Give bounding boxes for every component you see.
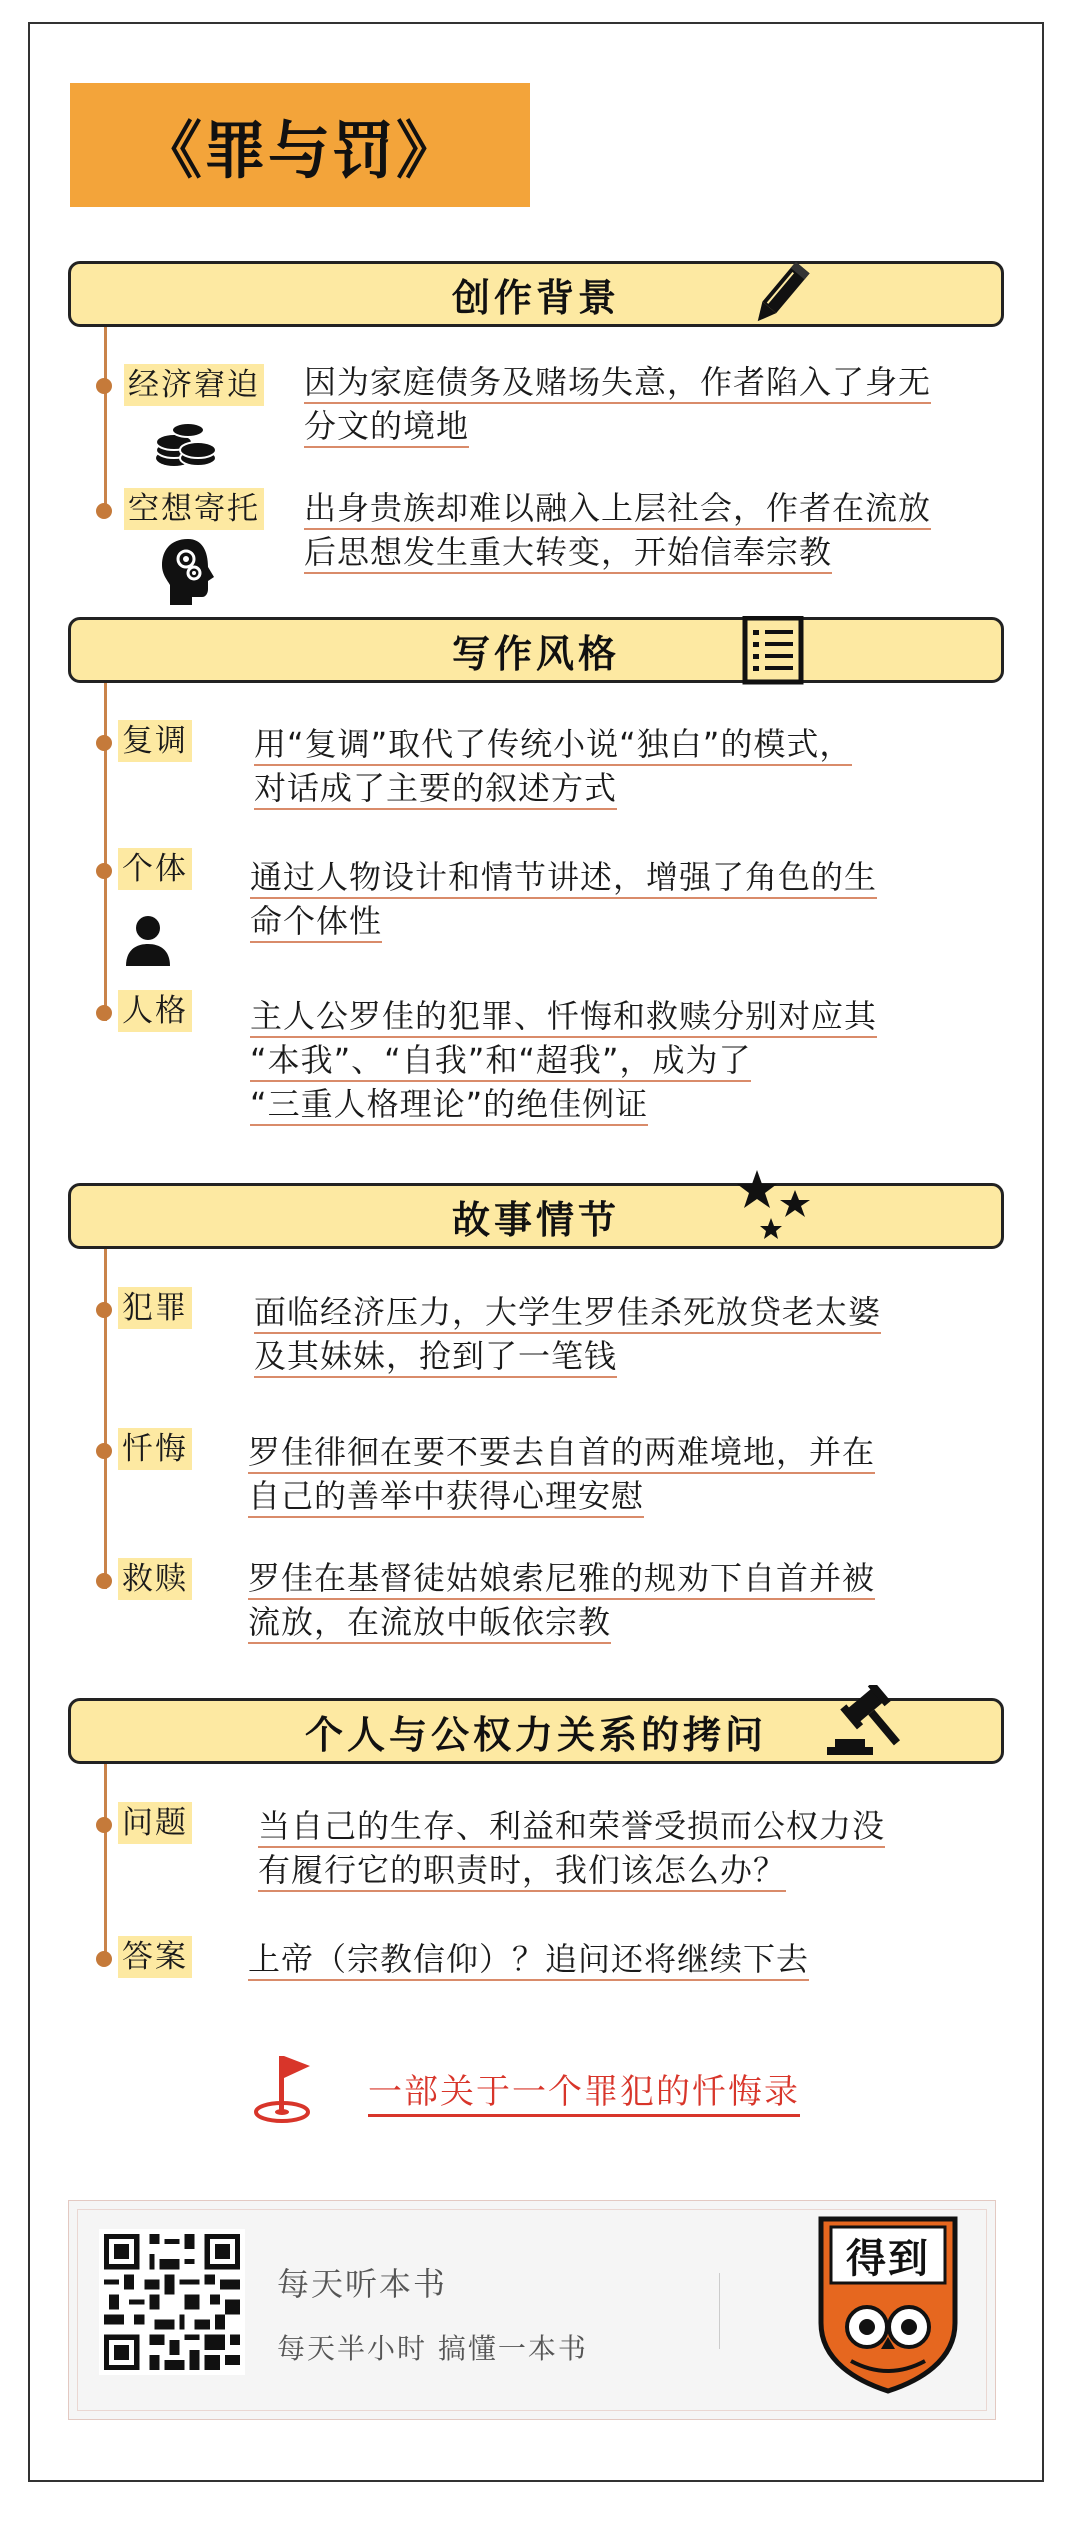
section-banner-background	[68, 617, 1004, 683]
item-tag: 个体	[118, 848, 192, 890]
item-description: 主人公罗佳的犯罪、忏悔和救赎分别对应其 “本我”、“自我”和“超我”，成为了 “三重人格理论”的绝佳例证	[250, 994, 877, 1126]
person-icon	[124, 914, 172, 970]
item-tag: 人格	[118, 990, 192, 1032]
logo-text: 得到	[846, 2235, 930, 2282]
page-title: 《罪与罚》	[70, 83, 530, 207]
conclusion-text: 一部关于一个罪犯的忏悔录	[368, 2070, 800, 2117]
item-description: 因为家庭债务及赌场失意，作者陷入了身无 分文的境地	[304, 360, 931, 448]
item-tag: 复调	[118, 720, 192, 762]
stars-icon	[735, 1168, 815, 1257]
section-banner-background	[68, 1183, 1004, 1249]
item-tag: 空想寄托	[124, 488, 264, 530]
coins-icon	[152, 414, 222, 474]
item-description: 罗佳在基督徒姑娘索尼雅的规劝下自首并被 流放，在流放中皈依宗教	[248, 1556, 875, 1644]
footer	[68, 2200, 996, 2420]
section-heading: 故事情节	[451, 1197, 620, 1242]
item-description: 出身贵族却难以融入上层社会，作者在流放 后思想发生重大转变，开始信奉宗教	[304, 486, 931, 574]
item-tag: 答案	[118, 1936, 192, 1978]
item-description: 面临经济压力，大学生罗佳杀死放贷老太婆 及其妹妹，抢到了一笔钱	[254, 1290, 881, 1378]
section-banner-background	[68, 261, 1004, 327]
item-description: 用“复调”取代了传统小说“独白”的模式， 对话成了主要的叙述方式	[254, 722, 852, 810]
item-tag: 经济窘迫	[124, 364, 264, 406]
section-banner-background	[68, 1698, 1004, 1764]
owl-shield-logo-icon	[815, 2215, 961, 2399]
section-heading: 创作背景	[451, 275, 620, 320]
qr-code-icon	[99, 2229, 245, 2375]
section-heading: 个人与公权力关系的拷问	[304, 1712, 767, 1757]
pencil-icon	[741, 256, 821, 343]
footer-brand: 每天听本书	[277, 2265, 448, 2303]
section-heading: 写作风格	[451, 631, 620, 676]
item-description: 罗佳徘徊在要不要去自首的两难境地，并在 自己的善举中获得心理安慰	[248, 1430, 875, 1518]
item-tag: 问题	[118, 1802, 192, 1844]
footer-slogan: 每天半小时 搞懂一本书	[277, 2332, 588, 2365]
item-tag: 救赎	[118, 1558, 192, 1600]
item-description: 通过人物设计和情节讲述，增强了角色的生 命个体性	[250, 855, 877, 943]
checklist-icon	[741, 616, 805, 695]
mind-gears-icon	[160, 537, 216, 611]
item-tag: 犯罪	[118, 1287, 192, 1329]
item-tag: 忏悔	[118, 1428, 192, 1470]
item-description: 当自己的生存、利益和荣誉受损而公权力没 有履行它的职责时，我们该怎么办？	[258, 1804, 885, 1892]
flag-icon	[252, 2052, 318, 2128]
item-description: 上帝（宗教信仰）？追问还将继续下去	[248, 1937, 809, 1981]
gavel-icon	[821, 1685, 905, 1774]
